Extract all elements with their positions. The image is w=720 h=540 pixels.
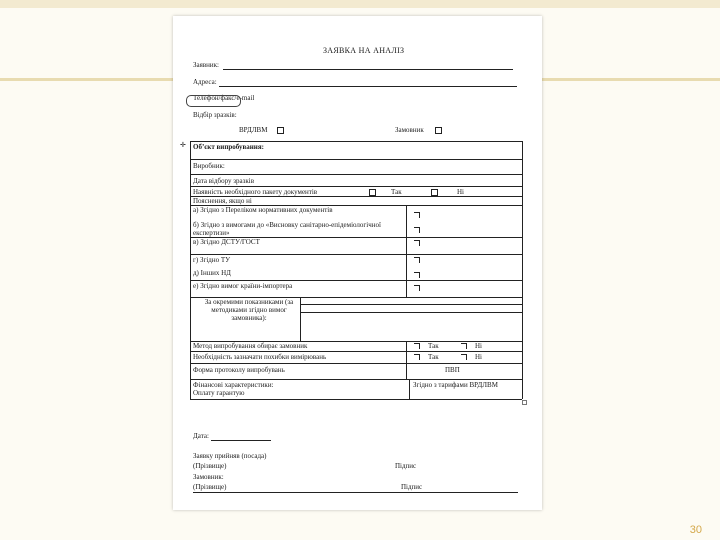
date-label: Дата: bbox=[193, 432, 209, 440]
sampling-customer-checkbox[interactable] bbox=[435, 127, 442, 134]
method-yes-label: Так bbox=[428, 342, 439, 350]
move-handle-icon: ✛ bbox=[180, 141, 186, 149]
basis-c-checkbox[interactable] bbox=[414, 240, 420, 246]
uncertainty-label: Необхідність зазначати похибки вимірювань bbox=[193, 353, 327, 361]
method-label: Метод випробування обирає замовник bbox=[193, 342, 308, 350]
top-stripe bbox=[0, 0, 720, 8]
slide-number: 30 bbox=[689, 524, 702, 536]
applicant-label: Заявник: bbox=[193, 61, 219, 69]
sampling-label: Відбір зразків: bbox=[193, 111, 237, 119]
manufacturer-label: Виробник: bbox=[193, 162, 225, 170]
basis-item-a: а) Згідно з Переліком нормативних документів bbox=[193, 206, 333, 214]
sampling-lab-checkbox[interactable] bbox=[277, 127, 284, 134]
basis-item-d: г) Згідно ТУ bbox=[193, 256, 231, 264]
form-page bbox=[173, 16, 542, 510]
basis-item-e: д) Інших НД bbox=[193, 269, 231, 277]
phone-label: Телефон/факс/e-mail bbox=[193, 94, 255, 102]
basis-item-b: б) Згідно з вимогами до «Висновку санітарно-епідеміологічної експертизи» bbox=[193, 221, 381, 238]
sampling-customer-label: Замовник bbox=[395, 126, 424, 134]
customer-surname-label: (Прізвище) bbox=[193, 483, 227, 491]
uncertainty-yes-label: Так bbox=[428, 353, 439, 361]
basis-f-checkbox[interactable] bbox=[414, 285, 420, 291]
accepted-surname-label: (Прізвище) bbox=[193, 462, 227, 470]
docs-no-label: Ні bbox=[457, 188, 464, 196]
row-divider bbox=[190, 351, 522, 352]
basis-e-checkbox[interactable] bbox=[414, 272, 420, 278]
basis-column-divider bbox=[406, 205, 407, 297]
row-divider bbox=[190, 280, 522, 281]
form-title: ЗАЯВКА НА АНАЛІЗ bbox=[323, 46, 405, 55]
row-divider bbox=[190, 254, 522, 255]
table-border-bottom bbox=[190, 399, 522, 400]
report-form-value: ПВП bbox=[445, 366, 460, 374]
uncertainty-no-checkbox[interactable] bbox=[461, 354, 467, 360]
accepted-signature-label: Підпис bbox=[395, 462, 417, 470]
address-label: Адреса: bbox=[193, 78, 217, 86]
finance-label: Фінансові характеристики: bbox=[193, 381, 274, 389]
row-divider bbox=[190, 159, 522, 160]
docs-yes-checkbox[interactable] bbox=[431, 189, 438, 196]
docs-yes-label: Так bbox=[391, 188, 402, 196]
report-form-label: Форма протоколу випробувань bbox=[193, 366, 285, 374]
date-line bbox=[211, 440, 271, 441]
basis-item-f: е) Згідно вимог країни-імпортера bbox=[193, 282, 293, 290]
sampling-lab-label: ВРДЛВМ bbox=[239, 126, 268, 134]
finance-column-divider bbox=[409, 379, 410, 399]
docs-package-label: Наявність необхідного пакету документів bbox=[193, 188, 318, 196]
method-yes-checkbox[interactable] bbox=[414, 343, 420, 349]
basis-b-checkbox[interactable] bbox=[414, 227, 420, 233]
if-no-label: Пояснення, якщо ні bbox=[193, 197, 252, 205]
applicant-line bbox=[223, 69, 513, 70]
method-no-checkbox[interactable] bbox=[461, 343, 467, 349]
table-border-top bbox=[190, 141, 522, 142]
separate-indicators-label: За окремими показниками (за методиками згідно вимог замовника): bbox=[204, 298, 294, 323]
customer-label: Замовник: bbox=[193, 473, 224, 481]
sampling-date-label: Дата відбору зразків bbox=[193, 177, 255, 185]
table-border-right bbox=[522, 141, 523, 399]
basis-a-checkbox[interactable] bbox=[414, 212, 420, 218]
payment-label: Оплату гарантую bbox=[193, 389, 245, 397]
docs-box-1[interactable] bbox=[369, 189, 376, 196]
uncertainty-yes-checkbox[interactable] bbox=[414, 354, 420, 360]
indicators-line bbox=[300, 304, 522, 305]
table-resize-handle-icon[interactable] bbox=[522, 400, 527, 405]
method-column-divider bbox=[406, 341, 407, 379]
address-line bbox=[219, 86, 517, 87]
accepted-by-label: Заявку прийняв (посада) bbox=[193, 452, 267, 460]
row-divider bbox=[190, 186, 522, 187]
finance-value: Згідно з тарифами ВРДЛВМ bbox=[413, 381, 498, 389]
method-no-label: Ні bbox=[475, 342, 482, 350]
uncertainty-no-label: Ні bbox=[475, 353, 482, 361]
row-divider bbox=[190, 379, 522, 380]
row-divider bbox=[190, 363, 522, 364]
customer-signature-label: Підпис bbox=[401, 483, 423, 491]
basis-d-checkbox[interactable] bbox=[414, 257, 420, 263]
row-divider bbox=[190, 174, 522, 175]
basis-item-c: в) Згідно ДСТУ/ГОСТ bbox=[193, 238, 260, 246]
customer-line bbox=[193, 492, 518, 493]
request-basis-highlight bbox=[186, 95, 241, 107]
object-label: Об’єкт випробування: bbox=[193, 143, 264, 151]
table-border-left bbox=[190, 141, 191, 399]
indicators-line bbox=[300, 312, 522, 313]
